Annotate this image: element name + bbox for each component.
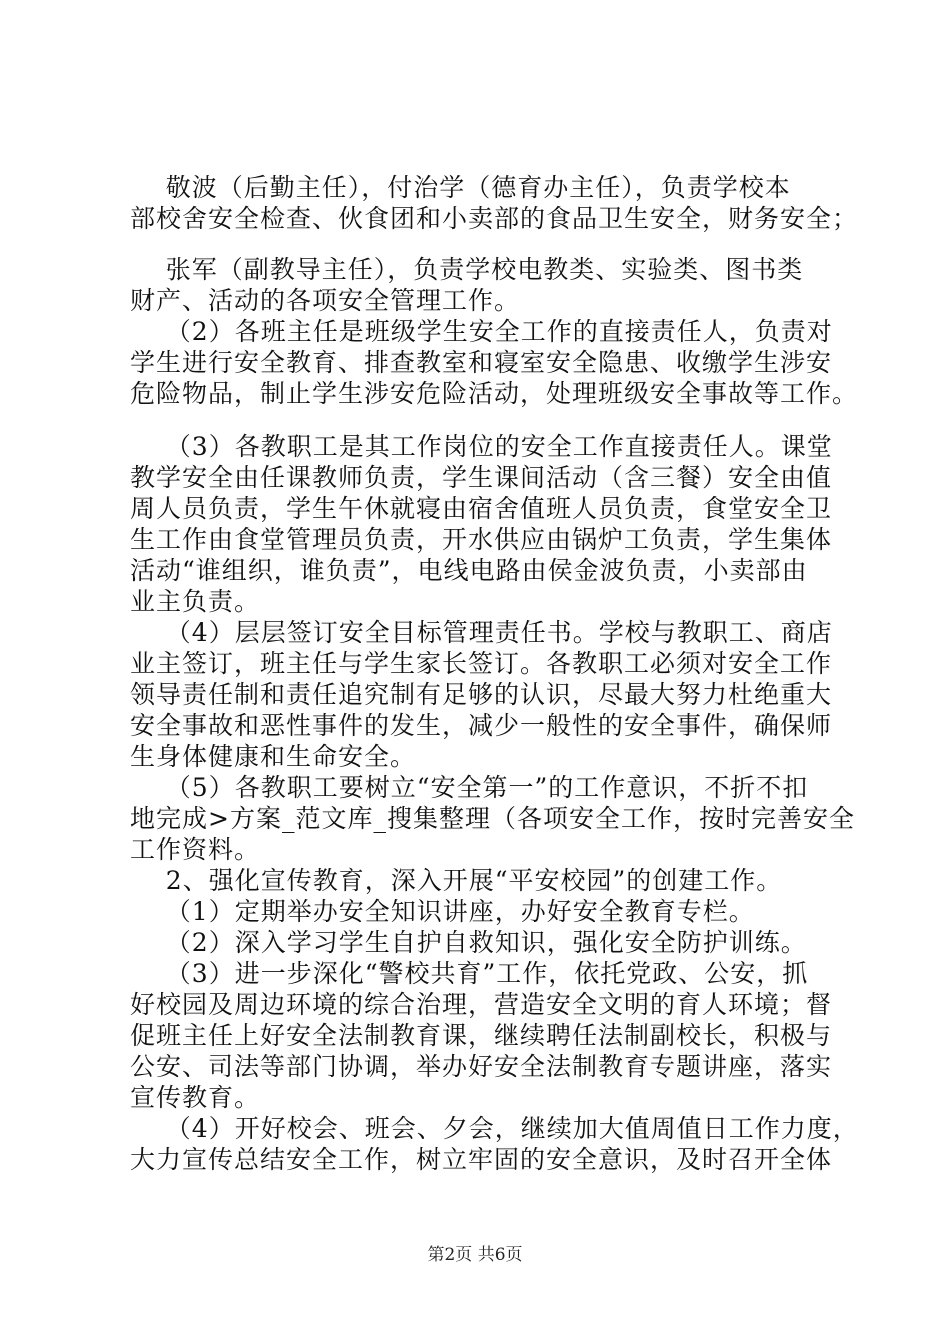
text-line: 周人员负责，学生午休就寝由宿舍值班人员负责，食堂安全卫 — [130, 494, 833, 523]
text-line: （4）层层签订安全目标管理责任书。学校与教职工、商店 — [130, 618, 833, 647]
text-line: （5）各教职工要树立“安全第一”的工作意识，不折不扣 — [130, 773, 809, 802]
text-line: 教学安全由任课教师负责，学生课间活动（含三餐）安全由值 — [130, 463, 833, 492]
text-line: （4）开好校会、班会、夕会，继续加大值周值日工作力度， — [130, 1114, 859, 1143]
text-line: （1）定期举办安全知识讲座，办好安全教育专栏。 — [130, 897, 755, 926]
page-number-footer: 第2页 共6页 — [427, 1245, 523, 1265]
text-line: （3）进一步深化“警校共育”工作，依托党政、公安，抓 — [130, 959, 809, 988]
text-line: 大力宣传总结安全工作，树立牢固的安全意识，及时召开全体 — [130, 1145, 833, 1174]
text-line: 领导责任制和责任追究制有足够的认识，尽最大努力杜绝重大 — [130, 680, 833, 709]
paragraph-gap — [130, 234, 830, 254]
text-line: 业主负责。 — [130, 587, 261, 616]
document-body — [130, 172, 859, 1175]
paragraph-gap — [130, 409, 830, 431]
text-line: 财产、活动的各项安全管理工作。 — [130, 286, 521, 315]
text-line: 张军（副教导主任），负责学校电教类、实验类、图书类 — [130, 255, 804, 284]
text-line: 安全事故和恶性事件的发生，减少一般性的安全事件，确保师 — [130, 711, 833, 740]
text-line: 2、强化宣传教育，深入开展“平安校园”的创建工作。 — [130, 866, 783, 895]
text-line: 地完成>方案_范文库_搜集整理（各项安全工作，按时完善安全 — [130, 804, 855, 833]
text-line: （2）各班主任是班级学生安全工作的直接责任人，负责对 — [130, 317, 833, 346]
text-line: 业主签订，班主任与学生家长签订。各教职工必须对安全工作 — [130, 649, 833, 678]
text-line: 生工作由食堂管理员负责，开水供应由锅炉工负责，学生集体 — [130, 525, 833, 554]
text-line: 活动“谁组织，谁负责”，电线电路由侯金波负责，小卖部由 — [130, 556, 808, 585]
text-line: 宣传教育。 — [130, 1083, 261, 1112]
text-line: 工作资料。 — [130, 835, 261, 864]
text-line: 生身体健康和生命安全。 — [130, 742, 417, 771]
text-line: 公安、司法等部门协调，举办好安全法制教育专题讲座，落实 — [130, 1052, 833, 1081]
text-line: 促班主任上好安全法制教育课，继续聘任法制副校长，积极与 — [130, 1021, 833, 1050]
text-line: 敬波（后勤主任），付治学（德育办主任），负责学校本 — [130, 173, 791, 202]
text-line: （2）深入学习学生自护自救知识，强化安全防护训练。 — [130, 928, 807, 957]
text-line: 好校园及周边环境的综合治理，营造安全文明的育人环境；督 — [130, 990, 833, 1019]
text-line: 危险物品，制止学生涉安危险活动，处理班级安全事故等工作。 — [130, 379, 859, 408]
text-line: （3）各教职工是其工作岗位的安全工作直接责任人。课堂 — [130, 432, 833, 461]
text-line: 部校舍安全检查、伙食团和小卖部的食品卫生安全，财务安全； — [130, 204, 859, 233]
text-line: 学生进行安全教育、排查教室和寝室安全隐患、收缴学生涉安 — [130, 348, 833, 377]
